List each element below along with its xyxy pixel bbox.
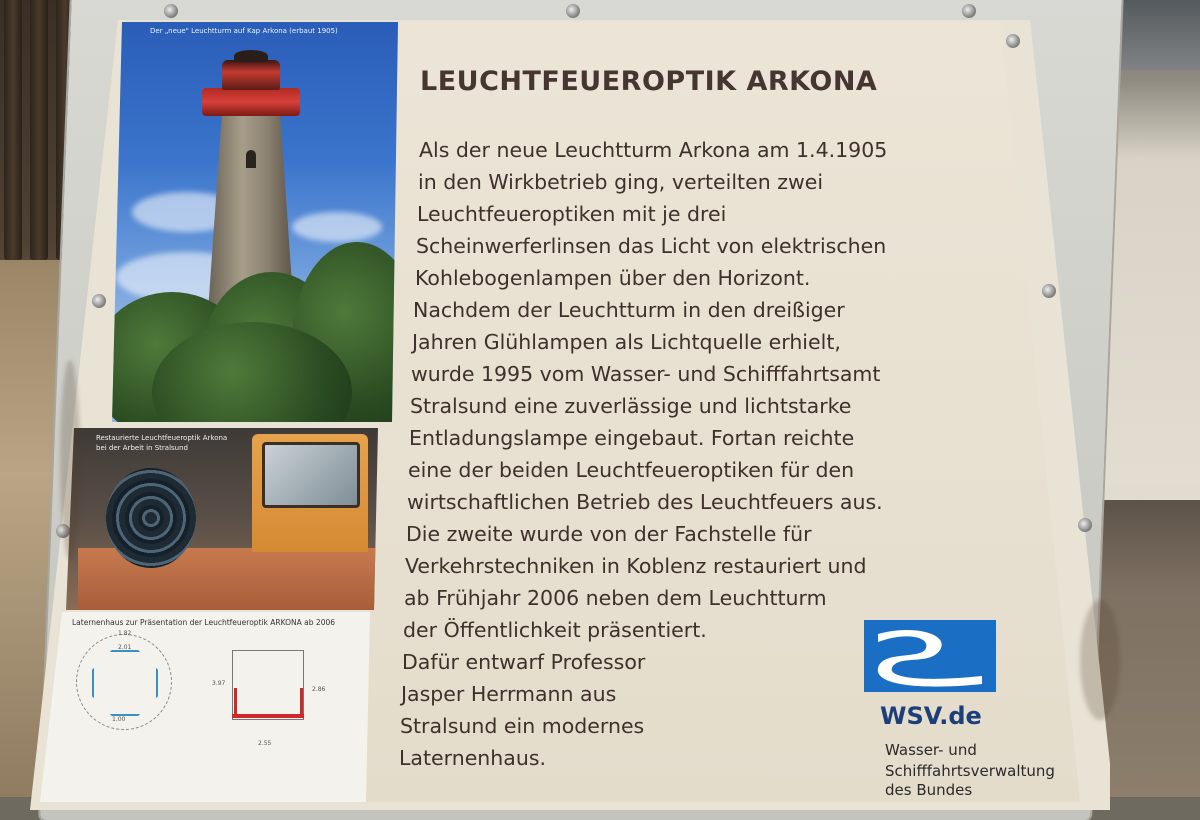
screw-icon <box>962 4 976 18</box>
wsv-wave-logo-icon <box>864 620 996 692</box>
body-line: in den Wirkbetrieb ging, verteilten zwei <box>418 170 824 194</box>
wsv-logo-subtitle: Wasser- und <box>885 741 977 759</box>
body-line: Entladungslampe eingebaut. Fortan reichte <box>409 426 855 450</box>
weathering-stain <box>60 360 80 560</box>
screw-icon <box>566 4 580 18</box>
weathering-stain <box>1080 600 1120 720</box>
body-line: Kohlebogenlampen über den Horizont. <box>415 266 811 290</box>
body-line: Stralsund ein modernes <box>400 714 645 738</box>
blueprint-dim: 2.55 <box>258 740 272 747</box>
body-line: Jahren Glühlampen als Lichtquelle erhielt, <box>412 330 841 354</box>
body-line: Nachdem der Leuchtturm in den dreißiger <box>413 298 845 322</box>
lighthouse-photo <box>112 22 398 422</box>
blueprint-dim: 3.97 <box>212 680 226 687</box>
body-line: ab Frühjahr 2006 neben dem Leuchtturm <box>404 586 827 610</box>
photo-mid-caption-2: bei der Arbeit in Stralsund <box>96 444 188 452</box>
lens-icon <box>106 468 196 568</box>
lighthouse-gallery <box>202 88 300 116</box>
screw-icon <box>164 4 178 18</box>
body-line: Leuchtfeueroptiken mit je drei <box>417 202 727 226</box>
body-line: Die zweite wurde von der Fachstelle für <box>406 522 812 546</box>
fence-post <box>30 0 48 260</box>
body-line: Jasper Herrmann aus <box>401 682 617 706</box>
body-line: Laternenhaus. <box>399 746 547 770</box>
lighthouse-lantern <box>222 60 280 90</box>
screw-icon <box>92 294 106 308</box>
screw-icon <box>1042 284 1056 298</box>
fence-post <box>4 0 22 260</box>
body-line: Als der neue Leuchtturm Arkona am 1.4.1905 <box>419 138 888 162</box>
body-line: der Öffentlichkeit präsentiert. <box>403 618 707 642</box>
wsv-logo-subtitle: Schifffahrtsverwaltung <box>885 762 1055 780</box>
screw-icon <box>1078 518 1092 532</box>
body-line: wirtschaftlichen Betrieb des Leuchtfeuers aus. <box>407 490 883 514</box>
optic-photo <box>66 428 378 610</box>
wsv-logo-name: WSV.de <box>880 702 982 730</box>
blueprint-dim: 2.01 <box>118 644 132 651</box>
photo-mid-caption-1: Restaurierte Leuchtfeueroptik Arkona <box>96 434 228 442</box>
blueprint-lantern <box>232 650 304 720</box>
body-line: eine der beiden Leuchtfeueroptiken für den <box>408 458 855 482</box>
photo-top-caption: Der „neue" Leuchtturm auf Kap Arkona (erbaut 1905) <box>150 27 338 35</box>
screw-icon <box>1006 34 1020 48</box>
blueprint-octagon <box>92 650 158 716</box>
lighthouse-cap <box>234 50 268 62</box>
lighthouse-window <box>246 150 256 168</box>
body-line: Dafür entwarf Professor <box>402 650 646 674</box>
sign-title: LEUCHTFEUEROPTIK ARKONA <box>420 66 878 97</box>
blueprint-base <box>232 714 304 718</box>
blueprint-caption: Laternenhaus zur Präsentation der Leuchtfeueroptik ARKONA ab 2006 <box>72 618 336 627</box>
body-line: Stralsund eine zuverlässige und lichtstarke <box>410 394 852 418</box>
blueprint-dim: 1.82 <box>118 630 132 637</box>
blueprint-dim: 1.00 <box>112 716 126 723</box>
body-line: wurde 1995 vom Wasser- und Schifffahrtsamt <box>411 362 881 386</box>
body-line: Verkehrstechniken in Koblenz restauriert und <box>405 554 867 578</box>
blueprint-dim: 2.86 <box>312 686 326 693</box>
wsv-logo-subtitle: des Bundes <box>885 781 973 799</box>
body-line: Scheinwerferlinsen das Licht von elektrischen <box>416 234 887 258</box>
